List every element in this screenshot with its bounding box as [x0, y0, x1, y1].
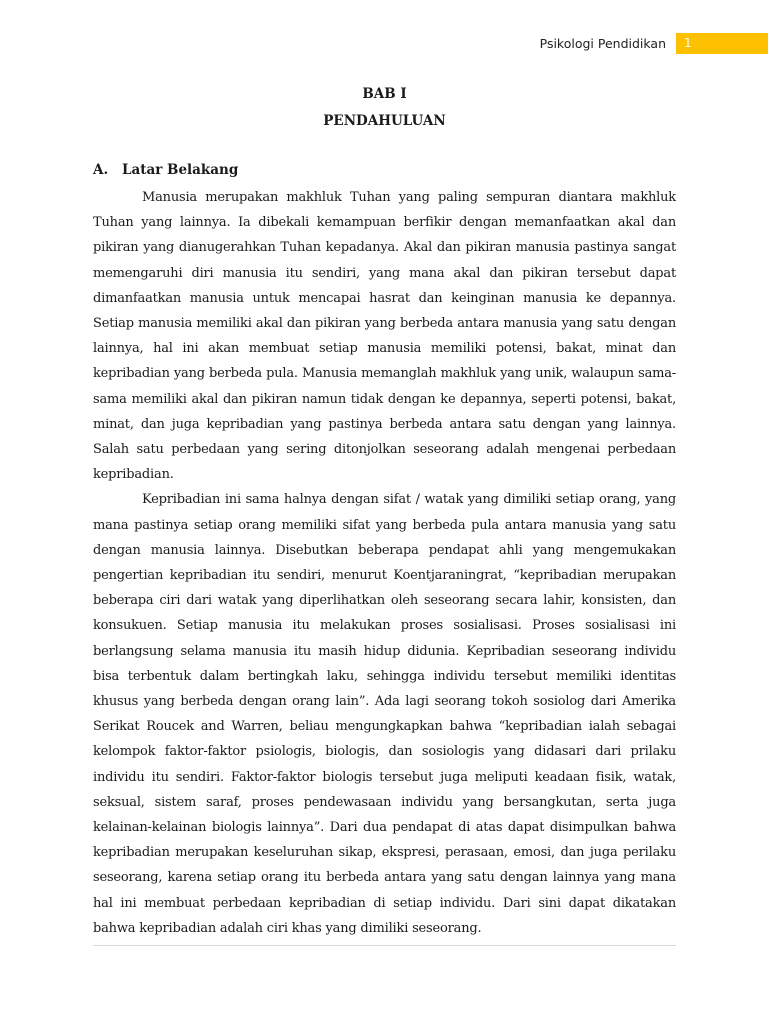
header-title: Psikologi Pendidikan: [539, 36, 666, 51]
section-title: Latar Belakang: [122, 162, 239, 178]
page-number: 1: [684, 36, 692, 50]
page-header: [0, 33, 768, 55]
chapter-label: BAB I: [362, 86, 407, 102]
body-text: [93, 185, 676, 941]
paragraph: Manusia merupakan makhluk Tuhan yang paling sempuran diantara makhluk Tuhan yang lainnya. Ia dibekali kemampuan berfikir dengan memanfaatkan akal dan pikiran yang dianugerahkan Tuhan kepadanya. Akal dan pikiran manusia pastinya sangat memengaruhi diri manusia itu sendiri, yang mana akal dan pikiran tersebut dapat dimanfaatkan manusia untuk mencapai hasrat dan keinginan manusia ke depannya. Setiap manusia memiliki akal dan pikiran yang berbeda antara manusia yang satu dengan lainnya, hal ini akan membuat setiap manusia memiliki potensi, bakat, minat dan kepribadian yang berbeda pula. Manusia memanglah makhluk yang unik, walaupun sama-sama memiliki akal dan pikiran namun tidak dengan ke depannya, seperti potensi, bakat, minat, dan juga kepribadian yang pastinya berbeda antara satu dengan yang lainnya. Salah satu perbedaan yang sering ditonjolkan seseorang adalah mengenai perbedaan kepribadian.: [93, 190, 676, 483]
chapter-title: PENDAHULUAN: [323, 113, 446, 129]
section-label: A.: [93, 162, 109, 178]
page-number-box: [676, 33, 768, 54]
footer-divider: [93, 945, 676, 946]
section-heading: [93, 162, 238, 178]
paragraph: Kepribadian ini sama halnya dengan sifat / watak yang dimiliki setiap orang, yang mana pastinya setiap orang memiliki sifat yang berbeda pula antara manusia yang satu dengan manusia lainnya. Disebutkan beberapa pendapat ahli yang mengemukakan pengertian kepribadian itu sendiri, menurut Koentjaraningrat, “kepribadian merupakan beberapa ciri dari watak yang diperlihatkan oleh seseorang secara lahir, konsisten, dan konsukuen. Setiap manusia itu melakukan proses sosialisasi. Proses sosialisasi ini berlangsung selama manusia itu masih hidup didunia. Kepribadian seseorang individu bisa terbentuk dalam bertingkah laku, sehingga individu tersebut memiliki identitas khusus yang berbeda dengan orang lain”. Ada lagi seorang tokoh sosiolog dari Amerika Serikat Roucek and Warren, beliau mengungkapkan bahwa “kepribadian ialah sebagai kelompok faktor-faktor psiologis, biologis, dan sosiologis yang didasari dari prilaku individu itu sendiri. Faktor-faktor biologis tersebut juga meliputi keadaan fisik, watak, seksual, sistem saraf, proses pendewasaan individu yang bersangkutan, serta juga kelainan-kelainan biologis lainnya”. Dari dua pendapat di atas dapat disimpulkan bahwa kepribadian merupakan keseluruhan sikap, ekspresi, perasaan, emosi, dan juga perilaku seseorang, karena setiap orang itu berbeda antara yang satu dengan lainnya yang mana hal ini membuat perbedaan kepribadian di setiap individu. Dari sini dapat dikatakan bahwa kepribadian adalah ciri khas yang dimiliki seseorang.: [93, 492, 676, 936]
